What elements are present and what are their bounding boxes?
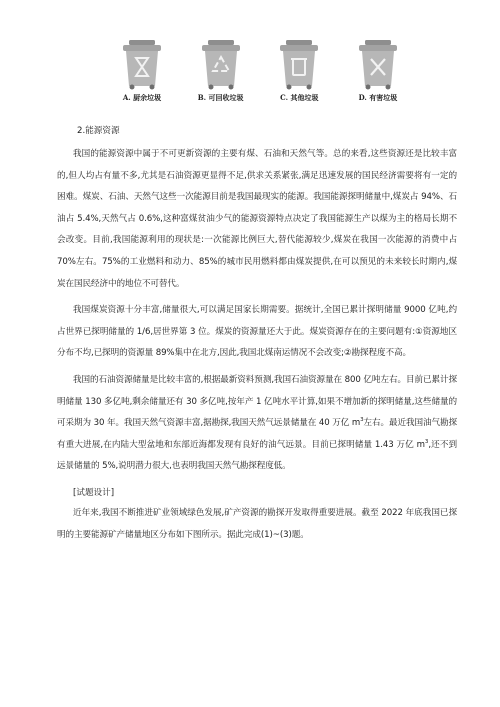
section-title: 2.能源资源 [77, 126, 120, 136]
recycle-icon [200, 38, 242, 90]
hazard-cross-icon [357, 38, 399, 90]
bin-kitchen-waste [110, 38, 174, 118]
question-design-heading: [试题设计] [73, 487, 115, 498]
other-trash-icon [278, 38, 320, 90]
hourglass-icon [121, 38, 163, 90]
cubic-superscript: 3 [360, 417, 364, 424]
oil-gas-text-3: ,还不到远景储量的 5%,说明潜力很大,也表明我国天然气勘探程度低。 [57, 439, 457, 472]
oil-gas-text-1: 我国的石油资源储量是比较丰富的,根据最新资料预测,我国石油资源量在 800 亿吨左右。目前已累计探明储量 130 多亿吨,剩余储量还有 30 多亿吨,按年产 1 亿吨水平计算,如果不增加新的探明储量,这些储量的可采期为 30 年。我国天然气资源丰富,据勘探,我国天然气远景储量在 40 万亿 m [57, 374, 457, 429]
oil-gas-text-2: 左右。最近我国油气勘探有重大进展,在内陆大型盆地和东部近海都发现有良好的油气远景。目前已探明储量 1.43 万亿 m [57, 418, 458, 450]
trash-bin-row [110, 38, 410, 118]
paragraph-energy-overview: 我国的能源资源中属于不可更新资源的主要有煤、石油和天然气等。总的来看,这些资源还是比较丰富的,但人均占有量不多,尤其是石油资源更显得不足,供求关系紧张,满足迅速发展的国民经济需要将有一定的困难。煤炭、石油、天然气这些一次能源目前是我国最现实的能源。我国能源探明储量中,煤炭占 94%、石油占 5.4%,天然气占 0.6%,这种富煤贫油少气的能源资源特点决定了我国能源生产以煤为主的格局长期不会改变。目前,我国能源利用的现状是:一次能源比例巨大,替代能源较少,煤炭在我国一次能源的消费中占 70%左右。75%的工业燃料和动力、85%的城市民用燃料都由煤炭提供,在可以预见的未来较长时期内,煤炭在国民经济中的地位不可替代。 [57, 149, 457, 289]
cubic-superscript: 3 [424, 438, 429, 445]
bin-label: D. 有害垃圾 [358, 93, 398, 102]
bin-hazardous [346, 38, 410, 118]
paragraph-coal: 我国煤炭资源十分丰富,储量很大,可以满足国家长期需要。据统计,全国已累计探明储量 9000 亿吨,约占世界已探明储量的 1/6,居世界第 3 位。煤炭的资源量还大于此。煤炭资源存在的主要问题有:①资源地区分布不均,已探明的资源量 89%集中在北方,因此,我国北煤南运情况不会改变;②勘探程度不高。 [57, 305, 457, 359]
bin-label: C. 其他垃圾 [280, 93, 319, 102]
bin-other-waste [267, 38, 331, 118]
bin-label: A. 厨余垃圾 [122, 93, 162, 102]
paragraph-question-intro: 近年来,我国不断推进矿业领域绿色发展,矿产资源的勘探开发取得重要进展。截至 2022 年底我国已探明的主要能源矿产储量地区分布如下图所示。据此完成(1)~(3)题。 [57, 507, 457, 540]
bin-recyclable [189, 38, 253, 118]
paragraph-oil-gas [57, 370, 457, 478]
document-body [57, 116, 457, 551]
bin-label: B. 可回收垃圾 [197, 93, 244, 102]
